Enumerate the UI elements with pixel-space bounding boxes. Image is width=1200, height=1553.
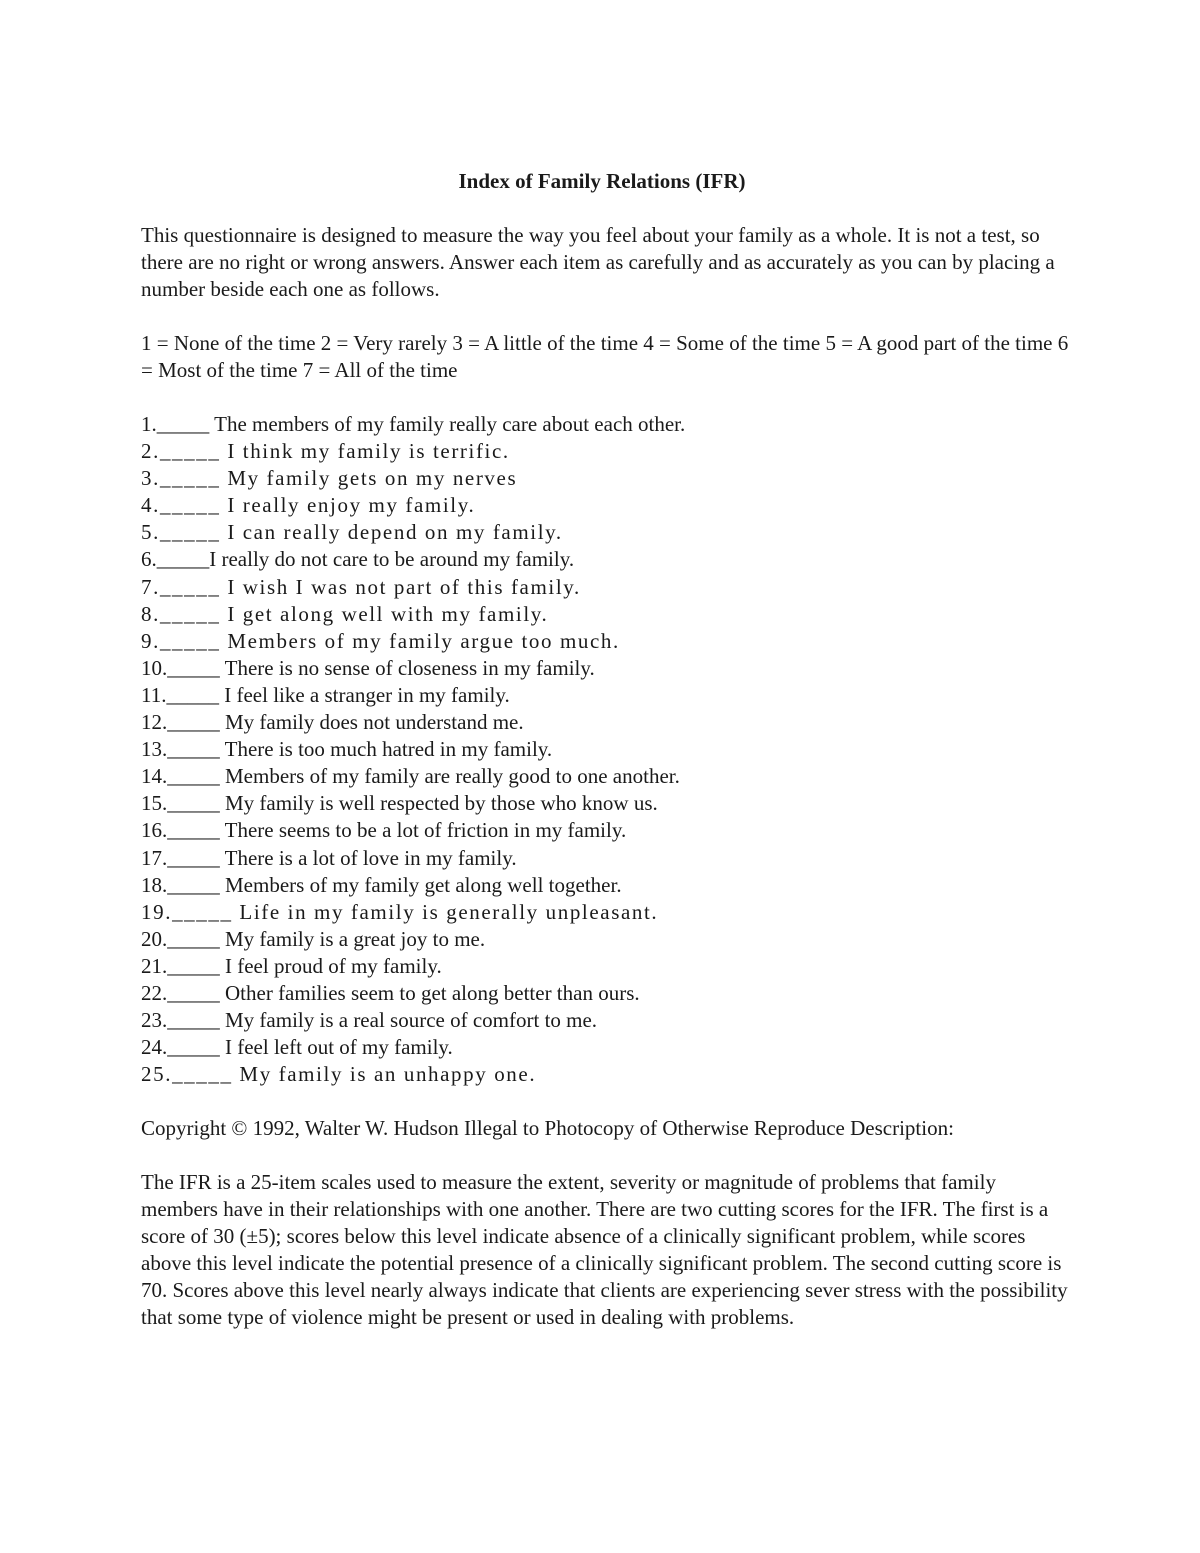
item-text: My family is well respected by those who know us.	[225, 791, 658, 816]
item-text: My family is a great joy to me.	[225, 926, 486, 951]
answer-blank[interactable]: _____	[167, 791, 220, 816]
spacer	[141, 1142, 1071, 1169]
item-7	[141, 574, 1071, 601]
item-text: There is no sense of closeness in my family.	[224, 655, 595, 680]
item-20	[141, 926, 1071, 953]
item-10	[141, 655, 1071, 682]
item-text: I feel left out of my family.	[225, 1035, 453, 1060]
item-number: 21.	[141, 953, 168, 978]
item-text: Other families seem to get along better than ours.	[225, 980, 640, 1005]
spacer	[141, 195, 1071, 222]
item-text: There is too much hatred in my family.	[224, 737, 553, 762]
item-number: 12.	[141, 710, 168, 735]
item-text: Members of my family get along well together.	[225, 872, 622, 897]
item-number: 11.	[141, 682, 167, 707]
item-13	[141, 736, 1071, 763]
item-number: 8.	[141, 601, 160, 626]
item-number: 15.	[141, 791, 168, 816]
item-24	[141, 1034, 1071, 1061]
item-number: 9.	[141, 628, 160, 653]
instructions: This questionnaire is designed to measure the way you feel about your family as a whole. It is not a test, so there are no right or wrong answers. Answer each item as carefully and as accurately as you can by placing a number beside each one as follows.	[141, 223, 1055, 301]
answer-blank[interactable]: _____	[167, 845, 220, 870]
answer-blank[interactable]: _____	[167, 872, 220, 897]
answer-blank[interactable]: _____	[159, 466, 221, 491]
item-number: 1.	[141, 412, 157, 436]
item-number: 3.	[141, 466, 160, 491]
item-19	[141, 899, 1071, 926]
item-1	[141, 411, 1071, 438]
answer-blank[interactable]: _____	[159, 520, 221, 545]
item-23	[141, 1007, 1071, 1034]
answer-blank[interactable]: _____	[167, 710, 220, 735]
item-11	[141, 682, 1071, 709]
copyright-notice: Copyright © 1992, Walter W. Hudson Illegal to Photocopy of Otherwise Reproduce Description:	[141, 1116, 954, 1141]
answer-blank[interactable]: _____	[167, 1035, 220, 1060]
item-5	[141, 519, 1071, 546]
item-number: 22.	[141, 980, 168, 1005]
item-text: My family does not understand me.	[225, 710, 524, 735]
answer-blank[interactable]: _____	[167, 953, 220, 978]
item-text: I really enjoy my family.	[227, 493, 476, 518]
item-text: There is a lot of love in my family.	[224, 845, 517, 870]
item-9	[141, 628, 1071, 655]
spacer	[141, 384, 1071, 411]
item-text: The members of my family really care about each other.	[214, 412, 686, 436]
answer-blank[interactable]: _____	[166, 682, 219, 707]
item-25	[141, 1061, 1071, 1088]
answer-blank[interactable]: _____	[172, 899, 233, 924]
item-text: Members of my family argue too much.	[227, 628, 620, 653]
answer-blank[interactable]: _____	[156, 412, 210, 436]
item-number: 17.	[141, 845, 168, 870]
item-text: I really do not care to be around my family.	[209, 547, 575, 572]
item-text: Members of my family are really good to one another.	[225, 764, 680, 789]
item-number: 5.	[141, 520, 160, 545]
answer-blank[interactable]: _____	[159, 574, 221, 599]
item-2	[141, 438, 1071, 465]
item-15	[141, 790, 1071, 817]
item-14	[141, 763, 1071, 790]
item-text: I can really depend on my family.	[227, 520, 563, 545]
item-number: 20.	[141, 926, 168, 951]
spacer	[141, 303, 1071, 330]
page-title: Index of Family Relations (IFR)	[458, 169, 746, 193]
item-17	[141, 845, 1071, 872]
item-number: 25.	[141, 1062, 173, 1087]
answer-blank[interactable]: _____	[159, 601, 221, 626]
answer-blank[interactable]: _____	[167, 1008, 220, 1033]
item-text: I wish I was not part of this family.	[227, 574, 581, 599]
item-text: I get along well with my family.	[227, 601, 549, 626]
answer-blank[interactable]: _____	[167, 737, 220, 762]
item-18	[141, 872, 1071, 899]
item-number: 7.	[141, 574, 160, 599]
item-8	[141, 601, 1071, 628]
answer-blank[interactable]: _____	[167, 764, 220, 789]
answer-blank[interactable]: _____	[159, 493, 221, 518]
item-number: 6.	[141, 547, 157, 572]
item-12	[141, 709, 1071, 736]
item-16	[141, 817, 1071, 844]
item-text: I feel proud of my family.	[225, 953, 442, 978]
item-text: My family is a real source of comfort to me.	[225, 1008, 598, 1033]
item-number: 13.	[141, 737, 168, 762]
answer-blank[interactable]: _____	[159, 439, 221, 464]
item-number: 18.	[141, 872, 168, 897]
item-3	[141, 465, 1071, 492]
answer-blank[interactable]: _____	[156, 547, 210, 572]
item-text: Life in my family is generally unpleasant.	[239, 899, 659, 924]
answer-blank[interactable]: _____	[172, 1062, 233, 1087]
item-number: 4.	[141, 493, 160, 518]
spacer	[141, 1088, 1071, 1115]
answer-blank[interactable]: _____	[167, 980, 220, 1005]
item-text: My family is an unhappy one.	[239, 1062, 537, 1087]
item-number: 19.	[141, 899, 173, 924]
item-number: 23.	[141, 1008, 168, 1033]
item-text: I feel like a stranger in my family.	[224, 682, 510, 707]
item-text: My family gets on my nerves	[227, 466, 518, 491]
item-number: 10.	[141, 655, 168, 680]
item-text: There seems to be a lot of friction in my family.	[224, 818, 627, 843]
item-list	[141, 411, 1071, 1088]
answer-blank[interactable]: _____	[167, 818, 220, 843]
item-number: 14.	[141, 764, 168, 789]
answer-blank[interactable]: _____	[167, 655, 220, 680]
item-text: I think my family is terrific.	[227, 439, 510, 464]
item-number: 16.	[141, 818, 168, 843]
answer-blank[interactable]: _____	[159, 628, 221, 653]
item-number: 24.	[141, 1035, 168, 1060]
rating-scale: 1 = None of the time 2 = Very rarely 3 = A little of the time 4 = Some of the time 5 = A good part of the time 6 = Most of the time 7 = All of the time	[141, 331, 1069, 382]
questionnaire	[141, 168, 1071, 1331]
item-4	[141, 492, 1071, 519]
item-6	[141, 546, 1071, 573]
item-21	[141, 953, 1071, 980]
answer-blank[interactable]: _____	[167, 926, 220, 951]
item-number: 2.	[141, 439, 160, 464]
description: The IFR is a 25-item scales used to measure the extent, severity or magnitude of problems that family members have in their relationships with one another. There are two cutting scores for the IFR. The first is a score of 30 (±5); scores below this level indicate absence of a clinically significant problem, while scores above this level indicate the potential presence of a clinically significant problem. The second cutting score is 70. Scores above this level nearly always indicate that clients are experiencing sever stress with the possibility that some type of violence might be present or used in dealing with problems.	[141, 1170, 1068, 1330]
item-22	[141, 980, 1071, 1007]
